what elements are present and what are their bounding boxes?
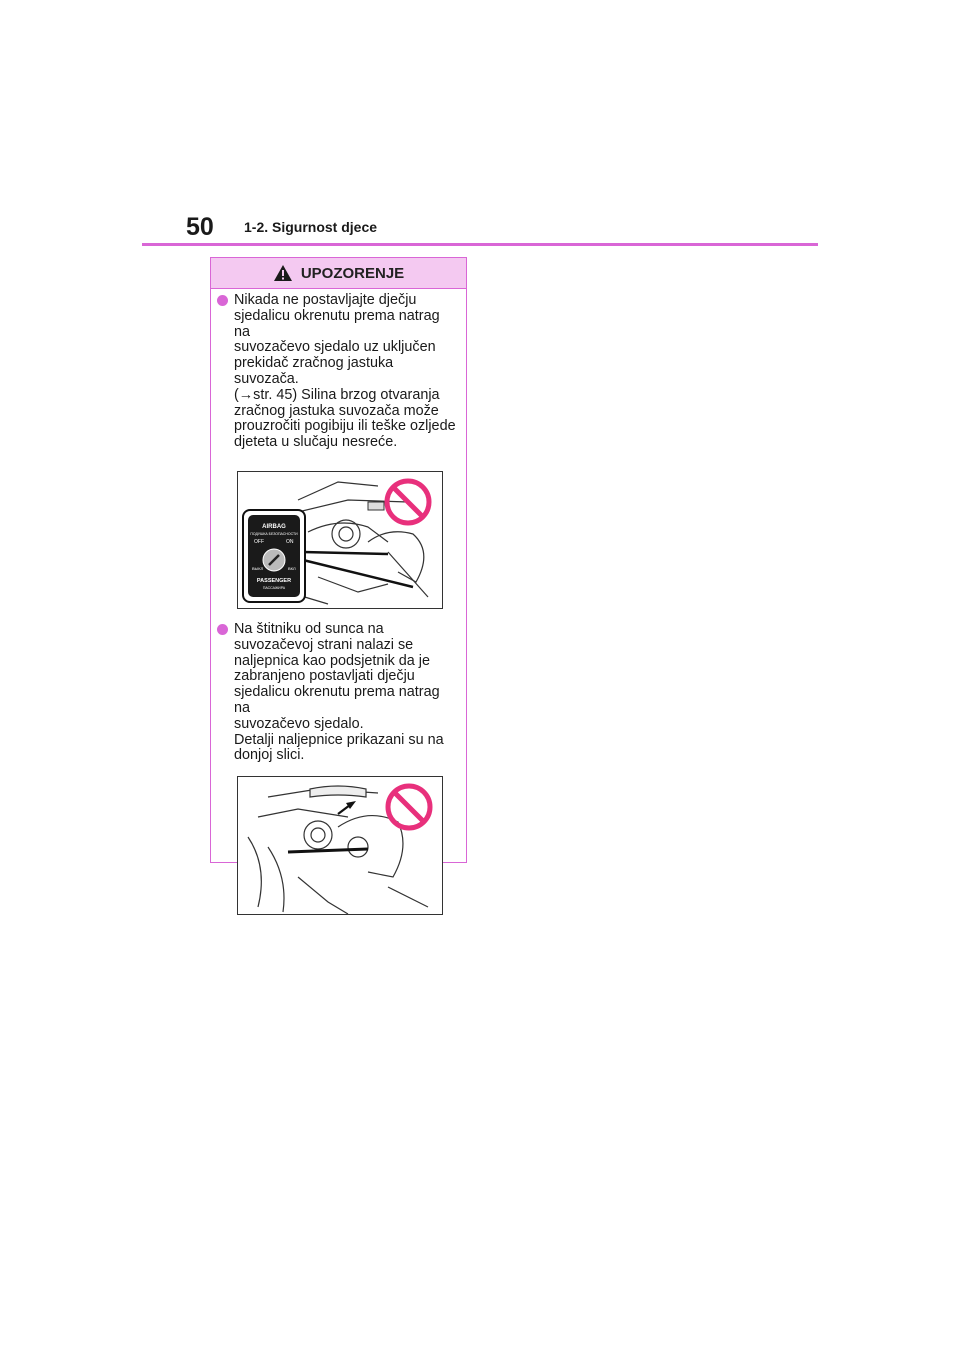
- page-number: 50: [186, 213, 214, 241]
- airbag-switch-illustration: [237, 471, 443, 609]
- warning-item: [217, 622, 458, 764]
- warning-box: [210, 257, 467, 863]
- warning-item-text: Nikada ne postavljajte dječju sjedalicu okrenutu prema natrag na suvozačevo sjedalo uz uključen prekidač zračnog jastuka suvozača. (→str. 45) Silina brzog otvaranja zračnog jastuka suvozača može prouzročiti pogibiju ili teške ozljede djeteta u slučaju nesreće.: [234, 292, 456, 451]
- switch-label-passenger-ru: ПАССАЖИРА: [262, 585, 286, 590]
- switch-label-on-ru: ВКЛ: [288, 565, 296, 571]
- switch-label-off: OFF: [254, 538, 264, 545]
- warning-header: [211, 258, 466, 289]
- bullet-icon: [217, 624, 228, 635]
- warning-item: [217, 293, 458, 451]
- header-divider: [142, 243, 818, 246]
- switch-label-on: ON: [286, 538, 294, 545]
- switch-label-airbag: AIRBAG: [262, 523, 286, 530]
- switch-label-off-ru: ВЫКЛ: [252, 565, 264, 571]
- sunvisor-label-illustration: [237, 776, 443, 915]
- warning-title: UPOZORENJE: [300, 264, 405, 282]
- bullet-icon: [217, 295, 228, 306]
- switch-label-passenger: PASSENGER: [256, 577, 292, 584]
- warning-item-text: Na štitniku od sunca na suvozačevoj strani nalazi se naljepnica kao podsjetnik da je zabranjeno postavljati dječju sjedalicu okrenutu prema natrag na suvozačevo sjedalo. Detalji naljepnice prikazani su na donjoj slici.: [234, 620, 444, 764]
- switch-label-airbag-ru: ПОДУШКА БЕЗОПАСНОСТИ: [250, 531, 298, 536]
- section-title: 1-2. Sigurnost djece: [244, 219, 378, 235]
- warning-triangle-icon: [273, 264, 293, 282]
